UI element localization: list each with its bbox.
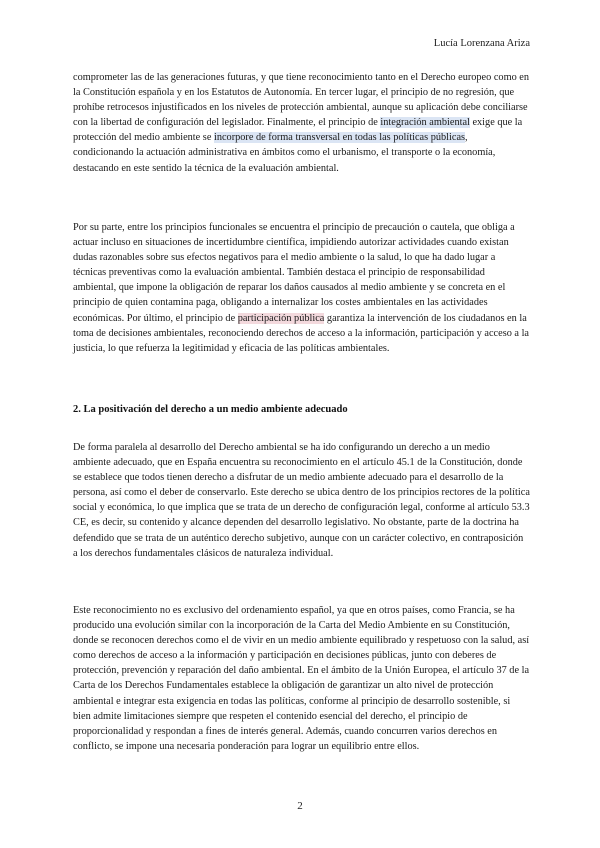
paragraph-reconocimiento-internacional bbox=[73, 603, 530, 754]
paragraph-text: Este reconocimiento no es exclusivo del ordenamiento español, ya que en otros países, como Francia, se ha producido una evolución similar con la incorporación de la Carta del Medio Ambiente en su Constitución, donde se reconocen derechos como el de vivir en un medio ambiente equilibrado y respetuoso con la salud, así como derechos de acceso a la información y participación en decisiones públicas, junto con deberes de protección, prevención y reparación del daño ambiental. En el ámbito de la Unión Europea, el artículo 37 de la Carta de los Derechos Fundamentales establece la obligación de garantizar un alto nivel de protección ambiental e integrar esta exigencia en todas las políticas, conforme al principio de desarrollo sostenible, si bien admite limitaciones siempre que respeten el contenido esencial del derecho, el principio de proporcionalidad y respondan a fines de interés general. Además, cuando concurren varios derechos en conflicto, se impone una necesaria ponderación para lograr un equilibrio entre ellos. bbox=[73, 605, 530, 752]
text-run: garantiza la intervención de los ciudadanos en la toma de decisiones ambientales, reconociendo derechos de acceso a la información, participación y acceso a la justicia, lo que refuerza la legitimidad y eficacia de las políticas ambientales. bbox=[73, 312, 530, 354]
paragraph-text bbox=[73, 70, 530, 176]
paragraph-principles-functional bbox=[73, 220, 530, 356]
highlight-integracion-ambiental[interactable]: integración ambiental bbox=[380, 117, 470, 129]
section-heading: 2. La positivación del derecho a un medio ambiente adecuado bbox=[73, 404, 348, 415]
page-number: 2 bbox=[297, 800, 303, 812]
paragraph-text: De forma paralela al desarrollo del Derecho ambiental se ha ido configurando un derecho a un medio ambiente adecuado, que en España encuentra su reconocimiento en el artículo 45.1 de la Constitución, donde se establece que todos tienen derecho a disfrutar de un medio ambiente adecuado para el desarrollo de la persona, así como el deber de conservarlo. Este derecho se ubica dentro de los principios rectores de la política social y económica, lo que implica que se trata de un derecho de configuración legal, conforme al artículo 53.3 CE, es decir, su contenido y alcance dependen del desarrollo legislativo. No obstante, parte de la doctrina ha defendido que se trata de un auténtico derecho subjetivo, aunque con un carácter colectivo, en contraposición a los derechos fundamentales clásicos de naturaleza individual. bbox=[73, 442, 530, 559]
text-run: Por su parte, entre los principios funcionales se encuentra el principio de precaución o cautela, que obliga a actuar incluso en situaciones de incertidumbre científica, impidiendo autorizar actividades cuando existan dudas razonables sobre sus efectos negativos para el medio ambiente o la salud, lo que ha dado lugar a técnicas preventivas como la evaluación ambiental. También destaca el principio de responsabilidad ambiental, que impone la obligación de reparar los daños causados al medio ambiente y se concreta en el principio de quien contamina paga, obligando a internalizar los costes ambientales en las actividades económicas. Por último, el principio de bbox=[73, 222, 515, 324]
highlight-participacion-publica[interactable]: participación pública bbox=[237, 312, 325, 324]
paragraph-principles-substantive bbox=[73, 70, 530, 176]
highlight-transversal-politicas[interactable]: incorpore de forma transversal en todas las políticas públicas bbox=[213, 132, 466, 144]
text-run: , condicionando la actuación administrativa en ámbitos como el urbanismo, el transporte o la economía, destacando en este sentido la técnica de la evaluación ambiental. bbox=[73, 132, 496, 174]
text-run: exige que la protección del medio ambiente se bbox=[73, 117, 523, 144]
paragraph-text bbox=[73, 220, 530, 356]
paragraph-derecho-medio-ambiente bbox=[73, 440, 530, 561]
header-author: Lucía Lorenzana Ariza bbox=[433, 38, 530, 49]
text-run: comprometer las de las generaciones futuras, y que tiene reconocimiento tanto en el Derecho europeo como en la Constitución española y en los Estatutos de Autonomía. En tercer lugar, el principio de no regresión, que prohíbe retrocesos injustificados en los niveles de protección ambiental, aunque su aplicación debe conciliarse con la libertad de configuración del legislador. Finalmente, el principio de bbox=[73, 72, 530, 129]
